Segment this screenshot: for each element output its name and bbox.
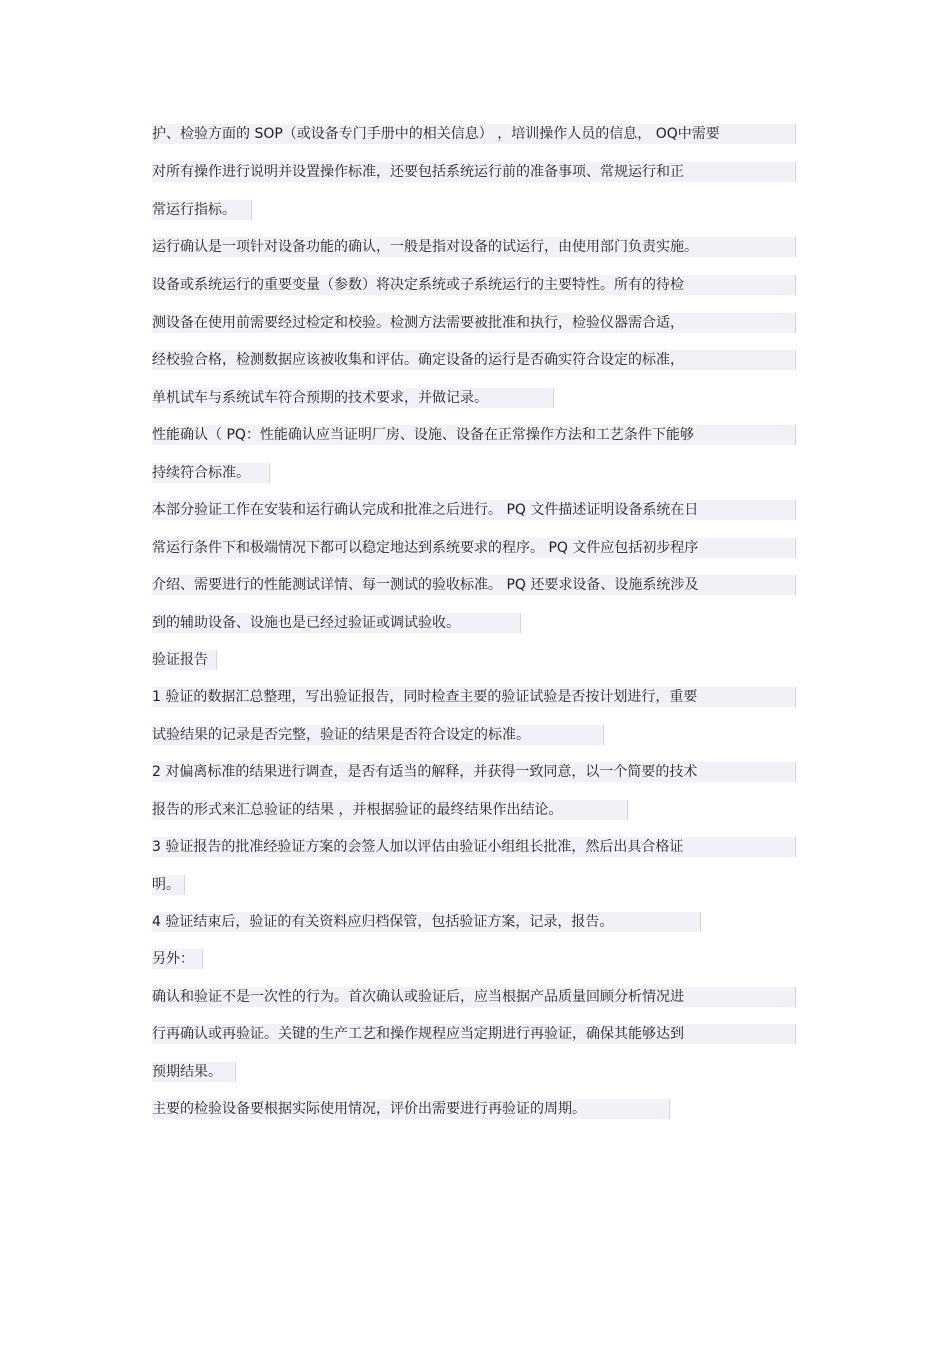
text-line: 行再确认或再验证。关键的生产工艺和操作规程应当定期进行再验证，确保其能够达到 <box>152 1024 796 1044</box>
text-line: 明。 <box>152 875 185 895</box>
text-line: 主要的检验设备要根据实际使用情况，评价出需要进行再验证的周期。 <box>152 1099 670 1119</box>
text-line: 性能确认（ PQ：性能确认应当证明厂房、设施、设备在正常操作方法和工艺条件下能够 <box>152 425 796 445</box>
text-line: 常运行条件下和极端情况下都可以稳定地达到系统要求的程序。 PQ 文件应包括初步程序 <box>152 538 796 558</box>
text-line: 设备或系统运行的重要变量（参数）将决定系统或子系统运行的主要特性。所有的待检 <box>152 275 796 295</box>
text-line: 报告的形式来汇总验证的结果 ，并根据验证的最终结果作出结论。 <box>152 800 628 820</box>
text-line: 护、检验方面的 SOP（或设备专门手册中的相关信息） ，培训操作人员的信息， OQ中需要 <box>152 124 796 144</box>
text-line: 测设备在使用前需要经过检定和校验。检测方法需要被批准和执行，检验仪器需合适， <box>152 313 796 333</box>
text-line: 2 对偏离标准的结果进行调查，是否有适当的解释，并获得一致同意，以一个简要的技术 <box>152 762 796 782</box>
text-line: 试验结果的记录是否完整，验证的结果是否符合设定的标准。 <box>152 725 604 745</box>
text-line: 单机试车与系统试车符合预期的技术要求，并做记录。 <box>152 388 554 408</box>
text-line: 4 验证结束后，验证的有关资料应归档保管，包括验证方案，记录，报告。 <box>152 912 701 932</box>
text-line: 1 验证的数据汇总整理，写出验证报告，同时检查主要的验证试验是否按计划进行，重要 <box>152 687 796 707</box>
text-line: 常运行指标。 <box>152 200 252 220</box>
text-line: 经校验合格，检测数据应该被收集和评估。确定设备的运行是否确实符合设定的标准， <box>152 350 796 370</box>
text-line: 对所有操作进行说明并设置操作标准，还要包括系统运行前的准备事项、常规运行和正 <box>152 162 796 182</box>
text-line: 本部分验证工作在安装和运行确认完成和批准之后进行。 PQ 文件描述证明设备系统在日 <box>152 500 796 520</box>
text-line: 预期结果。 <box>152 1062 236 1082</box>
text-line: 确认和验证不是一次性的行为。首次确认或验证后，应当根据产品质量回顾分析情况进 <box>152 987 796 1007</box>
section-heading: 验证报告 <box>152 650 217 670</box>
text-line: 另外： <box>152 949 203 969</box>
text-line: 到的辅助设备、设施也是已经过验证或调试验收。 <box>152 613 521 633</box>
text-line: 介绍、需要进行的性能测试详情、每一测试的验收标准。 PQ 还要求设备、设施系统涉及 <box>152 575 796 595</box>
text-line: 运行确认是一项针对设备功能的确认，一般是指对设备的试运行，由使用部门负责实施。 <box>152 237 796 257</box>
text-line: 3 验证报告的批准经验证方案的会签人加以评估由验证小组组长批准，然后出具合格证 <box>152 837 796 857</box>
text-line: 持续符合标准。 <box>152 463 270 483</box>
